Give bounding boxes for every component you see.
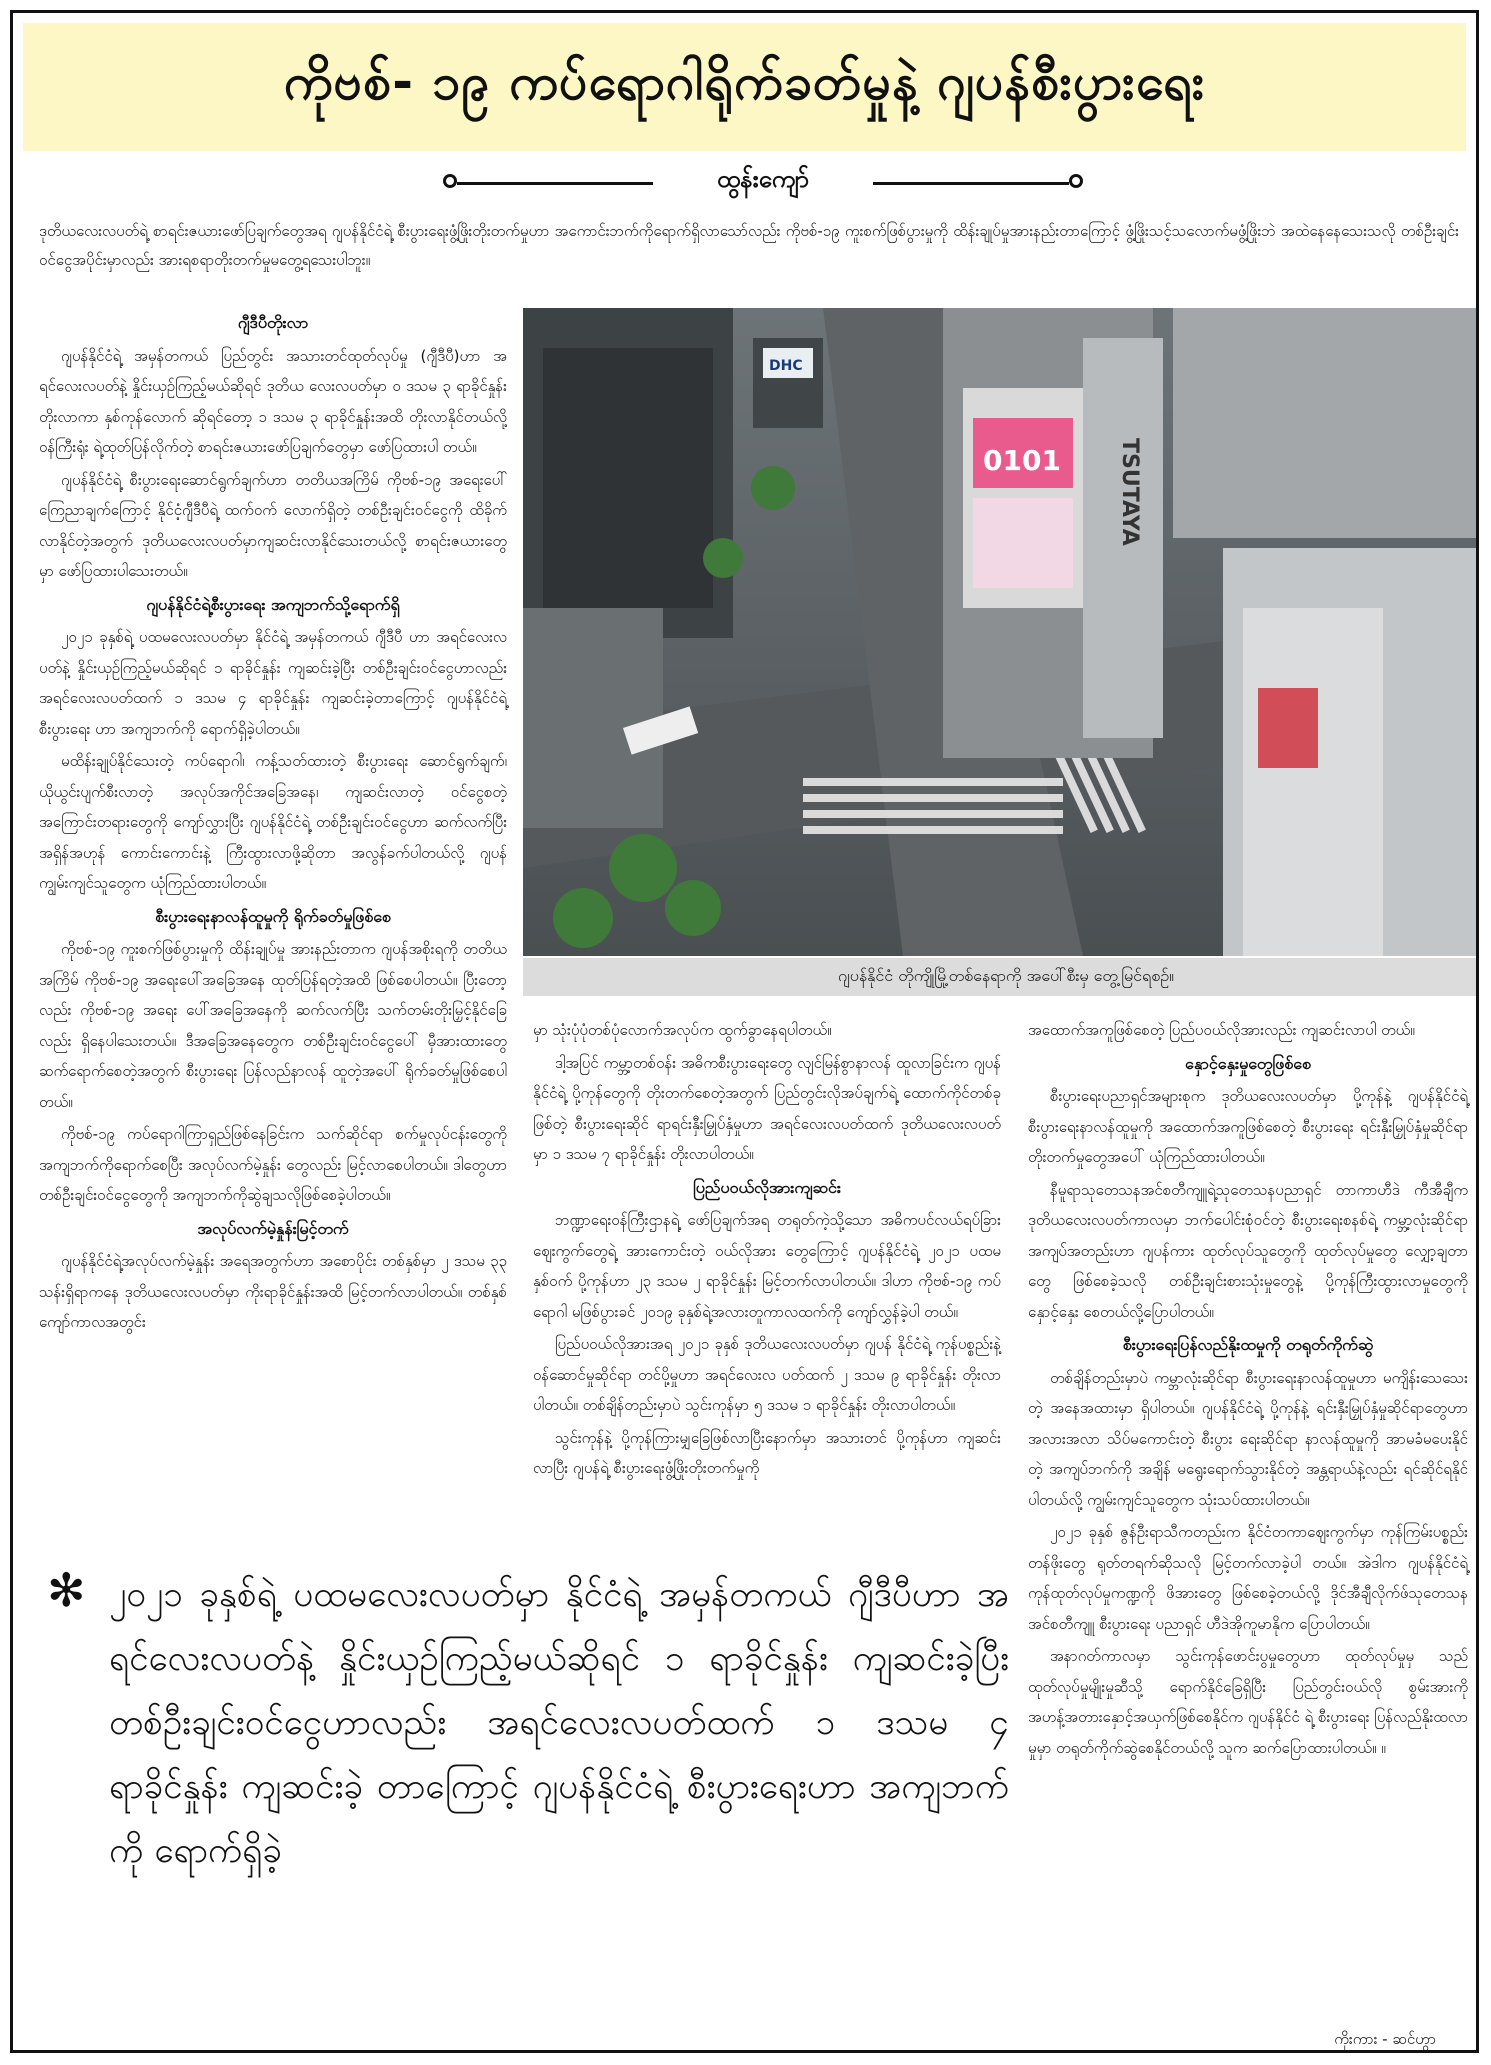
sign-tsutaya: TSUTAYA xyxy=(1117,438,1142,546)
byline: ထွန်းကျော် xyxy=(717,165,809,193)
paragraph: တစ်ချိန်တည်းမှာပဲ ကမ္ဘာလုံးဆိုင်ရာ စီးပွားရေးနာလန်ထူမှုဟာ မကျိန်းသေသေးတဲ့ အနေအထားမှာ ရှိပါတယ်။ ဂျပန်နိုင်ငံရဲ့ ပို့ကုန်နဲ့ ရင်းနှီးမြှုပ်နှံမှုဆိုင်ရာတွေဟာ အလားအလာ သိပ်မကောင်းတဲ့ စီးပွား ရေးဆိုင်ရာ နာလန်ထူမှုကို အာမခံမပေးနိုင်တဲ့ အကျပ်ဘက်ကို အချိန် မရွေးရောက်သွားနိုင်တဲ့ အန္တရာယ်နဲ့လည်း ရင်ဆိုင်ရနိုင်ပါတယ်လို့ ကျွမ်းကျင်သူတွေက သုံးသပ်ထားပါတယ်။ xyxy=(1028,1368,1468,1509)
paragraph: ဂျပန်နိုင်ငံရဲ့ အမှန်တကယ် ပြည်တွင်း အသားတင်ထုတ်လုပ်မှု (ဂျီဒီပီ)ဟာ အရင်လေးလပတ်နဲ့ နှိုင်းယှဉ်ကြည့်မယ်ဆိုရင် ဒုတိယ လေးလပတ်မှာ ဝ ဒသမ ၃ ရာခိုင်နှုန်းတိုးလာကာ နှစ်ကုန်လောက် ဆိုရင်တော့ ၁ ဒသမ ၃ ရာခိုင်နှုန်းအထိ တိုးလာနိုင်တယ်လို့ ဝန်ကြီးရုံး ရဲ့ထုတ်ပြန်လိုက်တဲ့ စာရင်းဇယားဖော်ပြချက်တွေမှာ ဖော်ပြထားပါ တယ်။ xyxy=(39,346,507,456)
source-credit: ကိုးကား - ဆင်ဟွာ xyxy=(1334,2030,1436,2048)
headline: ကိုဗစ်- ၁၉ ကပ်ရောဂါရိုက်ခတ်မှုနဲ့ ဂျပန်စီးပွားရေး xyxy=(283,52,1206,111)
ornament-dot-right xyxy=(1069,174,1083,188)
column-3 xyxy=(1028,1015,1468,1765)
paragraph: ၂၀၂၁ ခုနှစ်ရဲ့ ပထမလေးလပတ်မှာ နိုင်ငံရဲ့ အမှန်တကယ် ဂျီဒီပီ ဟာ အရင်လေးလပတ်နဲ့ နှိုင်းယှဉ်ကြည့်မယ်ဆိုရင် ၁ ရာခိုင်နှုန်း ကျဆင်းခဲ့ပြီး တစ်ဦးချင်းဝင်ငွေဟာလည်း အရင်လေးလပတ်ထက် ၁ ဒသမ ၄ ရာခိုင်နှုန်း ကျဆင်းခဲ့တာကြောင့် ဂျပန်နိုင်ငံရဲ့ စီးပွားရေး ဟာ အကျဘက်ကို ရောက်ရှိခဲ့ပါတယ်။ xyxy=(39,628,507,738)
paragraph: ဂျပန်နိုင်ငံရဲ့ စီးပွားရေးဆောင်ရွက်ချက်ဟာ တတိယအကြိမ် ကိုဗစ်-၁၉ အရေးပေါ်ကြေညာချက်ကြောင့် နိုင်ငံ့ဂျီဒီပီရဲ့ ထက်ဝက် လောက်ရှိတဲ့ တစ်ဦးချင်းဝင်ငွေကို ထိခိုက်လာနိုင်တဲ့အတွက် ဒုတိယလေးလပတ်မှာကျဆင်းလာနိုင်သေးတယ်လို့ စာရင်းဇယားတွေ မှာ ဖော်ပြထားပါသေးတယ်။ xyxy=(39,470,507,580)
intro-paragraph: ဒုတိယလေးလပတ်ရဲ့ စာရင်းဇယားဖော်ပြချက်တွေအရ ဂျပန်နိုင်ငံရဲ့ စီးပွားရေးဖွံ့ဖြိုးတိုးတက်မှုဟာ အကောင်းဘက်ကိုရောက်ရှိလာသော်လည်း ကိုဗစ်-၁၉ ကူးစက်ဖြစ်ပွားမှုကို ထိန်းချုပ်မှုအားနည်းတာကြောင့် ဖွံ့ဖြိုးသင့်သလောက်မဖွံ့ဖြိုးဘဲ အထဲနေနေသေးသလို တစ်ဦးချင်းဝင်ငွေအပိုင်းမှာလည်း အားရစရာတိုးတက်မှုမတွေ့ရသေးပါဘူး။ xyxy=(39,222,1459,269)
pull-quote-text: ၂၀၂၁ ခုနှစ်ရဲ့ ပထမလေးလပတ်မှာ နိုင်ငံရဲ့ အမှန်တကယ် ဂျီဒီပီဟာ အရင်လေးလပတ်နဲ့ နှိုင်းယှဉ်ကြည့်မယ်ဆိုရင် ၁ ရာခိုင်နှုန်း ကျဆင်းခဲ့ပြီး တစ်ဦးချင်းဝင်ငွေဟာလည်း အရင်လေးလပတ်ထက် ၁ ဒသမ ၄ ရာခိုင်နှုန်း ကျဆင်းခဲ့ တာကြောင့် ဂျပန်နိုင်ငံရဲ့ စီးပွားရေးဟာ အကျဘက်ကို ရောက်ရှိခဲ့ xyxy=(109,1575,1009,1871)
paragraph: ဘဏ္ဍာရေးဝန်ကြီးဌာနရဲ့ ဖော်ပြချက်အရ တရုတ်ကဲ့သို့သော အဓိကပင်လယ်ရပ်ခြားဈေးကွက်တွေရဲ့ အားကောင်းတဲ့ ဝယ်လိုအား တွေကြောင့် ဂျပန်နိုင်ငံရဲ့ ၂၀၂၁ ပထမနှစ်ဝက် ပို့ကုန်ဟာ ၂၃ ဒသမ ၂ ရာခိုင်နှုန်း မြင့်တက်လာပါတယ်။ ဒါဟာ ကိုဗစ်-၁၉ ကပ်ရောဂါ မဖြစ်ပွားခင် ၂၀၁၉ ခုနှစ်ရဲ့အလားတူကာလထက်ကို ကျော်လွှန်ခဲ့ပါ တယ်။ xyxy=(533,1211,1001,1321)
column-2 xyxy=(533,1015,1001,1486)
paragraph: ဒါ့အပြင် ကမ္ဘာ့တစ်ဝန်း အဓိကစီးပွားရေးတွေ လျင်မြန်စွာနာလန် ထူလာခြင်းက ဂျပန်နိုင်ငံရဲ့ ပို့ကုန်တွေကို တိုးတက်စေတဲ့အတွက် ပြည်တွင်းလိုအပ်ချက်ရဲ့ ထောက်ကိုင်တစ်ခုဖြစ်တဲ့ စီးပွားရေးဆိုင် ရာရင်းနှီးမြှုပ်နှံမှုဟာ အရင်လေးလပတ်ထက် ဒုတိယလေးလပတ်မှာ ၁ ဒသမ ၇ ရာခိုင်နှုန်း တိုးလာပါတယ်။ xyxy=(533,1053,1001,1163)
paragraph: ၂၀၂၁ ခုနှစ် ဇွန်ဦးရာသီကတည်းက နိုင်ငံတကာဈေးကွက်မှာ ကုန်ကြမ်းပစ္စည်းတန်ဖိုးတွေ ရုတ်တရက်ဆိုသလို မြင့်တက်လာခဲ့ပါ တယ်။ အဲဒါက ဂျပန်နိုင်ငံရဲ့ ကုန်ထုတ်လုပ်မှုကဏ္ဍကို ဖိအားတွေ ဖြစ်စေခဲ့တယ်လို့ ဒိုင်အီချီလိုက်ဖ်သုတေသန အင်စတီကျူ စီးပွားရေး ပညာရှင် ဟီဒဲအိုကူမာနိုက ပြောပါတယ်။ xyxy=(1028,1523,1468,1633)
ornament-rule-right xyxy=(873,182,1069,185)
asterisk-icon: ✻ xyxy=(47,1563,86,1617)
tokyo-aerial-illustration xyxy=(523,308,1479,956)
paragraph: မထိန်းချုပ်နိုင်သေးတဲ့ ကပ်ရောဂါ၊ ကန့်သတ်ထားတဲ့ စီးပွားရေး ဆောင်ရွက်ချက်၊ ယိုယွင်းပျက်စီးလာတဲ့ အလုပ်အကိုင်အခြေအနေ၊ ကျဆင်းလာတဲ့ ဝင်ငွေစတဲ့ အကြောင်းတရားတွေကို ကျော်လွှားပြီး ဂျပန်နိုင်ငံရဲ့ တစ်ဦးချင်းဝင်ငွေဟာ ဆက်လက်ပြီး အရှိန်အဟုန် ကောင်းကောင်းနဲ့ ကြီးထွားလာဖို့ဆိုတာ အလွန်ခက်ပါတယ်လို့ ဂျပန် ကျွမ်းကျင်သူတွေက ယုံကြည်ထားပါတယ်။ xyxy=(39,752,507,892)
paragraph-continued: အထောက်အကူဖြစ်စေတဲ့ ပြည်ပဝယ်လိုအားလည်း ကျဆင်းလာပါ တယ်။ xyxy=(1028,1021,1415,1039)
tokyo-aerial-photo xyxy=(523,308,1479,956)
subheading: ပြည်ပဝယ်လိုအားကျဆင်း xyxy=(693,1177,841,1197)
subheading: ဂျပန်နိုင်ငံရဲ့စီးပွားရေး အကျဘက်သို့ရောက်ရှိ xyxy=(146,594,400,614)
pull-quote xyxy=(39,1563,1009,1883)
sign-0101: 0101 xyxy=(983,444,1061,477)
ornament-dot-left xyxy=(443,174,457,188)
subheading: အလုပ်လက်မဲ့နှုန်းမြင့်တက် xyxy=(197,1218,349,1238)
paragraph: ကိုဗစ်-၁၉ ကူးစက်ဖြစ်ပွားမှုကို ထိန်းချုပ်မှု အားနည်းတာက ဂျပန်အစိုးရကို တတိယအကြိမ် ကိုဗစ်-၁၉ အရေးပေါ်အခြေအနေ ထုတ်ပြန်ရတဲ့အထိ ဖြစ်စေပါတယ်။ ပြီးတော့လည်း ကိုဗစ်-၁၉ အရေး ပေါ်အခြေအနေကို ဆက်လက်ပြီး သက်တမ်းတိုးမြှင့်နိုင်ခြေလည်း ရှိနေပါသေးတယ်။ ဒီအခြေအနေတွေက တစ်ဦးချင်းဝင်ငွေပေါ် မှီအားထားတွေဆက်ရောက်စေတဲ့အတွက် စီးပွားရေး ပြန်လည်နာလန် ထူတဲ့အပေါ် ရိုက်ခတ်မှုဖြစ်စေပါတယ်။ xyxy=(39,940,507,1111)
sign-dhc: DHC xyxy=(769,358,803,374)
photo-caption: ဂျပန်နိုင်ငံ တိုကျိုမြို့တစ်နေရာကို အပေါ်စီးမှ တွေ့မြင်ရစဉ်။ xyxy=(523,958,1479,996)
paragraph: နီမူရာသုတေသနအင်စတီကျူရဲ့သုတေသနပညာရှင် တာကာဟီဒဲ ကီအီချီက ဒုတိယလေးလပတ်ကာလမှာ ဘက်ပေါင်းစုံဝင်တဲ့ စီးပွားရေးစနစ်ရဲ့ ကမ္ဘာ့လုံးဆိုင်ရာ အကျပ်အတည်းဟာ ဂျပန်ကား ထုတ်လုပ်သူတွေကို ထုတ်လုပ်မှုတွေ လျှော့ချတာတွေ ဖြစ်စေခဲ့သလို တစ်ဦးချင်းစားသုံးမှုတွေနဲ့ ပို့ကုန်ကြီးထွားလာမှုတွေကို နှောင့်နှေး စေတယ်လို့ပြောပါတယ်။ xyxy=(1028,1180,1468,1321)
subheading: ဂျီဒီပီတိုးလာ xyxy=(237,313,309,332)
paragraph: သွင်းကုန်နဲ့ ပို့ကုန်ကြားမျှခြေဖြစ်လာပြီးနောက်မှာ အသားတင် ပို့ကုန်ဟာ ကျဆင်းလာပြီး ဂျပန်ရဲ့ စီးပွားရေးဖွံ့ဖြိုးတိုးတက်မှုကို xyxy=(533,1428,1001,1477)
byline-ornament xyxy=(443,163,1083,203)
headline-banner xyxy=(23,23,1466,151)
subheading: စီးပွားရေးနာလန်ထူမှုကို ရိုက်ခတ်မှုဖြစ်စေ xyxy=(155,906,391,926)
paragraph: အနာဂတ်ကာလမှာ သွင်းကုန်ဖောင်းပွမှုတွေဟာ ထုတ်လုပ်မှုမှ သည် ထုတ်လုပ်မှုမျိုးမှုဆီသို့ ရောက်နိုင်ခြေရှိပြီး ပြည်တွင်းဝယ်လို စွမ်းအားကို အဟန့်အတားနှောင့်အယှက်ဖြစ်စေနိုင်က ဂျပန်နိုင်ငံ ရဲ့ စီးပွားရေး ပြန်လည်နိုးထလာမှုမှာ တရုတ်ကိုက်ဆွဲစေနိုင်တယ်လို့ သူက ဆက်ပြောထားပါတယ်။ ။ xyxy=(1028,1647,1468,1757)
paragraph-continued: မှာ သုံးပုံပုံတစ်ပုံလောက်အလုပ်က ထွက်ခွာနေရပါတယ်။ xyxy=(533,1021,832,1039)
ornament-rule-left xyxy=(457,182,653,185)
newspaper-page xyxy=(10,10,1479,2053)
subheading: စီးပွားရေးပြန်လည်နိုးထမှုကို တရုတ်ကိုက်ဆွဲ xyxy=(1122,1335,1374,1354)
paragraph: စီးပွားရေးပညာရှင်အများစုက ဒုတိယလေးလပတ်မှာ ပို့ကုန်နဲ့ ဂျပန်နိုင်ငံရဲ့ စီးပွားရေးနာလန်ထူမှုကို အထောက်အကူဖြစ်စေတဲ့ စီးပွားရေး ရင်းနှီးမြှုပ်နှံမှုဆိုင်ရာတိုးတက်မှုတွေအပေါ် ယုံကြည်ထားပါတယ်။ xyxy=(1028,1087,1468,1166)
paragraph: ကိုဗစ်-၁၉ ကပ်ရောဂါကြာရှည်ဖြစ်နေခြင်းက သက်ဆိုင်ရာ စက်မှုလုပ်ငန်းတွေကို အကျဘက်ကိုရောက်စေပြီး အလုပ်လက်မဲ့နှုန်း တွေလည်း မြင့်လာစေပါတယ်။ ဒါတွေဟာ တစ်ဦးချင်းဝင်ငွေတွေကို အကျဘက်ကိုဆွဲချသလိုဖြစ်စေခဲ့ပါတယ်။ xyxy=(39,1125,507,1204)
column-1 xyxy=(39,305,507,1340)
subheading: နှောင့်နှေးမှုတွေဖြစ်စေ xyxy=(1185,1053,1311,1073)
paragraph: ဂျပန်နိုင်ငံရဲ့အလုပ်လက်မဲ့နှုန်း အရေအတွက်ဟာ အစောပိုင်း တစ်နှစ်မှာ ၂ ဒသမ ၃၃ သန်းရှိရာကနေ ဒုတိယလေးလပတ်မှာ ကိုးရာခိုင်နှုန်းအထိ မြင့်တက်လာပါတယ်။ တစ်နှစ်ကျော်ကာလအတွင်း xyxy=(39,1252,507,1331)
paragraph: ပြည်ပဝယ်လိုအားအရ ၂၀၂၁ ခုနှစ် ဒုတိယလေးလပတ်မှာ ဂျပန် နိုင်ငံရဲ့ ကုန်ပစ္စည်းနဲ့ ဝန်ဆောင်မှုဆိုင်ရာ တင်ပို့မှုဟာ အရင်လေးလ ပတ်ထက် ၂ ဒသမ ၉ ရာခိုင်နှုန်း တိုးလာပါတယ်။ တစ်ချိန်တည်းမှာပဲ သွင်းကုန်မှာ ၅ ဒသမ ၁ ရာခိုင်နှုန်း တိုးလာပါတယ်။ xyxy=(533,1335,1001,1414)
